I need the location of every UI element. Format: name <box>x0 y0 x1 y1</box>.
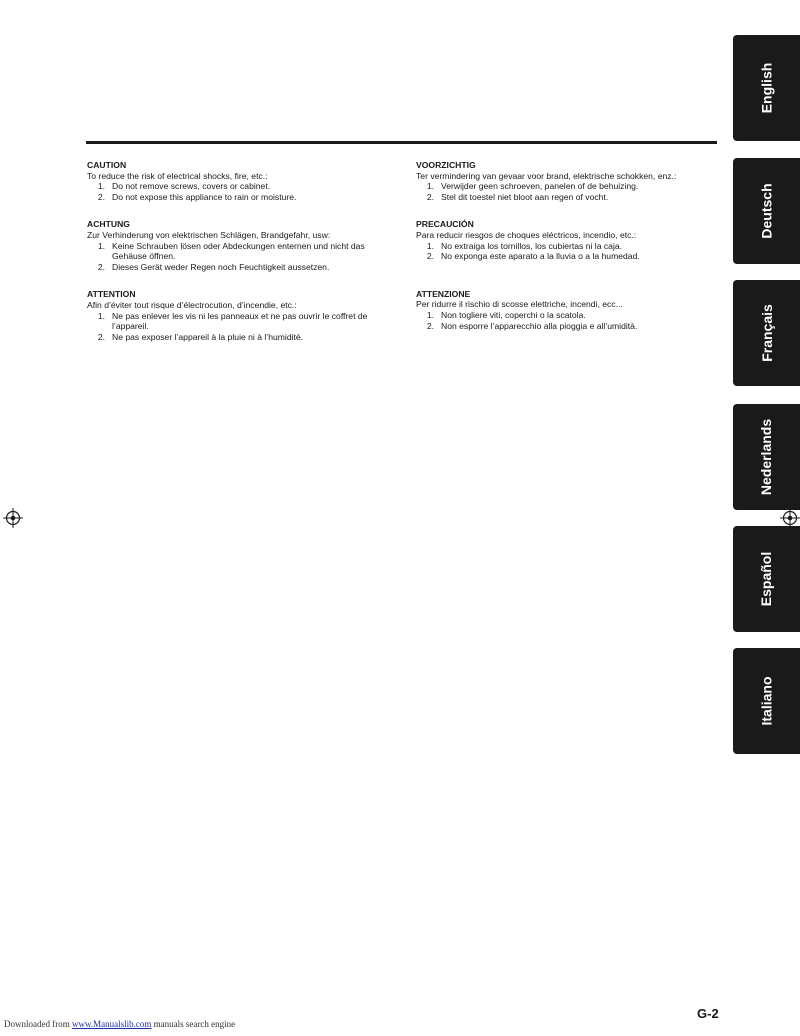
item-number: 2. <box>426 251 434 262</box>
registration-mark-icon <box>780 508 800 528</box>
caution-block <box>87 160 392 202</box>
item-text: Verwijder geen schroeven, panelen of de behuizing. <box>441 181 639 192</box>
list-item <box>87 262 392 273</box>
precaucion-block <box>416 219 721 261</box>
block-intro: Afin d’éviter tout risque d’électrocution, d’incendie, etc.: <box>87 299 297 310</box>
tab-deutsch[interactable] <box>733 158 800 264</box>
item-number: 2. <box>97 331 105 342</box>
list-item <box>87 192 392 203</box>
item-number: 2. <box>97 191 105 202</box>
item-text: Do not remove screws, covers or cabinet. <box>112 181 271 192</box>
attenzione-block <box>416 289 721 331</box>
tab-espanol[interactable] <box>733 526 800 632</box>
manualslib-link[interactable]: www.Manualslib.com <box>71 1019 152 1029</box>
list-item <box>87 241 392 262</box>
list-item <box>87 311 392 332</box>
list-item <box>87 332 392 343</box>
tab-label: Español <box>758 551 775 607</box>
item-text: Ne pas exposer l’appareil à la pluie ni à l’humidité. <box>112 331 304 342</box>
item-number: 1. <box>97 181 105 192</box>
item-text: Non togliere viti, coperchi o la scatola. <box>441 309 586 320</box>
header-rule <box>86 141 717 144</box>
list-item <box>416 241 721 252</box>
block-heading: CAUTION <box>87 160 127 170</box>
block-heading: ATTENZIONE <box>416 288 471 299</box>
block-intro: Per ridurre il rischio di scosse elettriche, incendi, ecc... <box>416 299 623 310</box>
page-number: G-2 <box>697 1006 719 1021</box>
item-number: 2. <box>97 261 105 272</box>
item-text: Stel dit toestel niet bloot aan regen of vocht. <box>441 191 609 202</box>
registration-mark-icon <box>3 508 23 528</box>
item-number: 1. <box>426 309 434 320</box>
block-intro: Zur Verhinderung von elektrischen Schlägen, Brandgefahr, usw: <box>87 229 331 240</box>
block-intro: To reduce the risk of electrical shocks, fire, etc.: <box>87 170 268 181</box>
item-text: No extraiga los tornillos, los cubiertas ni la caja. <box>441 240 623 251</box>
tab-label: Nederlands <box>758 418 775 496</box>
list-item <box>416 310 721 321</box>
item-number: 1. <box>426 240 434 251</box>
left-column <box>87 160 392 356</box>
list-item <box>416 181 721 192</box>
voorzichtig-block <box>416 160 721 202</box>
attention-block <box>87 289 392 342</box>
list-item <box>87 181 392 192</box>
item-text: Dieses Gerät weder Regen noch Feuchtigkeit aussetzen. <box>112 261 330 272</box>
achtung-block <box>87 219 392 272</box>
list-item <box>416 192 721 203</box>
tab-label: English <box>758 62 775 114</box>
block-heading: ATTENTION <box>87 289 136 300</box>
block-list <box>87 181 392 202</box>
block-list <box>416 181 721 202</box>
footer-suffix: manuals search engine <box>153 1019 236 1029</box>
block-heading: PRECAUCIÓN <box>416 219 474 230</box>
block-list <box>87 241 392 273</box>
list-item <box>416 321 721 332</box>
tab-nederlands[interactable] <box>733 404 800 510</box>
tab-francais[interactable] <box>733 280 800 386</box>
footer <box>4 1019 235 1029</box>
item-number: 1. <box>426 181 434 192</box>
item-text: Keine Schrauben lösen oder Abdeckungen enternen und nicht das Gehäuse öffnen. <box>112 240 365 262</box>
tab-label: Français <box>758 304 775 362</box>
item-number: 2. <box>426 320 434 331</box>
tab-english[interactable] <box>733 35 800 141</box>
tab-label: Deutsch <box>758 183 775 239</box>
footer-prefix: Downloaded from <box>4 1019 70 1029</box>
block-list <box>87 311 392 343</box>
tab-label: Italiano <box>758 676 775 726</box>
block-intro: Ter vermindering van gevaar voor brand, elektrische schokken, enz.: <box>416 170 677 181</box>
block-list <box>416 241 721 262</box>
item-text: Non esporre l’apparecchio alla pioggia e all’umidità. <box>441 320 638 331</box>
block-heading: ACHTUNG <box>87 219 130 230</box>
tab-italiano[interactable] <box>733 648 800 754</box>
item-text: No exponga este aparato a la lluvia o a la humedad. <box>441 251 640 262</box>
block-heading: VOORZICHTIG <box>416 160 476 170</box>
item-text: Do not expose this appliance to rain or moisture. <box>112 191 297 202</box>
list-item <box>416 251 721 262</box>
block-list <box>416 310 721 331</box>
right-column <box>416 160 721 345</box>
item-number: 1. <box>97 310 105 321</box>
item-text: Ne pas enlever les vis ni les panneaux et ne pas ouvrir le coffret de l’appareil. <box>112 310 368 332</box>
item-number: 1. <box>97 240 105 251</box>
block-intro: Para reducir riesgos de choques eléctricos, incendio, etc.: <box>416 229 637 240</box>
item-number: 2. <box>426 191 434 202</box>
